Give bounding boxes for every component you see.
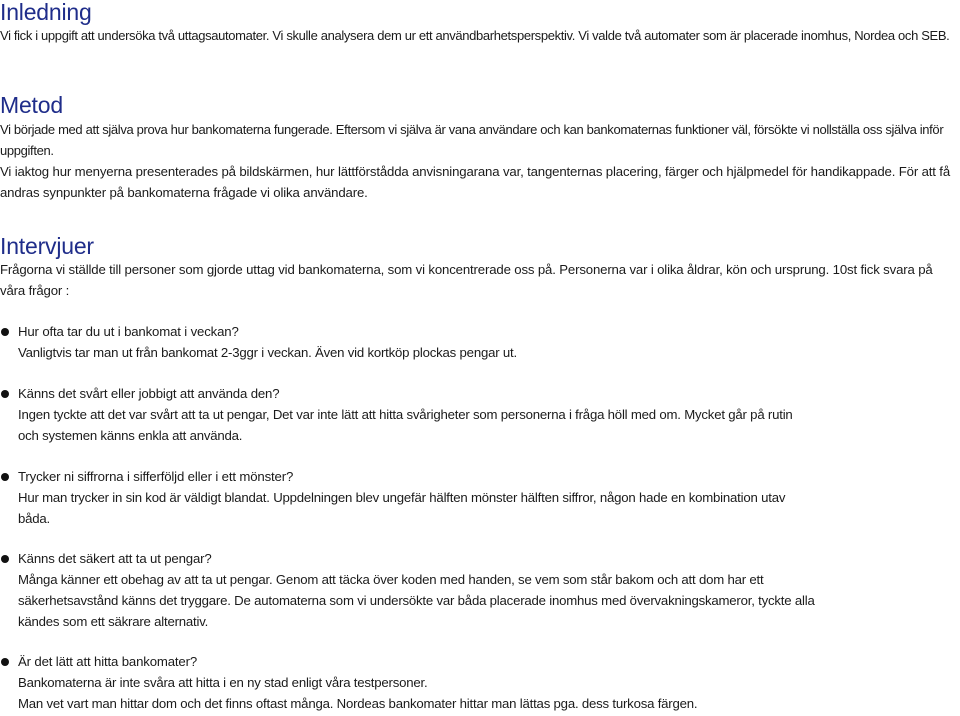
qa-answer (18, 569, 958, 632)
qa-answer-line: båda. (18, 511, 51, 526)
qa-answer-line: säkerhetsavstånd känns det tryggare. De automaterna som vi undersökte var båda placerade inomhus med övervakningskameror, tyckte alla (18, 593, 815, 608)
qa-answer-line: Hur man trycker in sin kod är väldigt blandat. Uppdelningen blev ungefär hälften mönster hälften siffror, någon hade en kombination utav (18, 490, 786, 505)
qa-question: Trycker ni siffrorna i sifferföljd eller i ett mönster? (18, 469, 294, 484)
qa-answer (18, 487, 958, 529)
qa-answer (18, 404, 958, 446)
qa-question: Känns det svårt eller jobbigt att använda den? (18, 386, 280, 401)
inledning-body: Vi fick i uppgift att undersöka två uttagsautomater. Vi skulle analysera dem ur ett användbarhetsperspektiv. Vi valde två automater som är placerade inomhus, Nordea och SEB. (0, 28, 950, 43)
qa-question: Är det lätt att hitta bankomater? (18, 654, 198, 669)
qa-answer-line: Många känner ett obehag av att ta ut pengar. Genom att täcka över koden med handen, se vem som står bakom och att dom har ett (18, 572, 764, 587)
bullet-icon (1, 555, 9, 563)
bullet-icon (1, 390, 9, 398)
bullet-icon (1, 473, 9, 481)
qa-answer-line: kändes som ett säkrare alternativ. (18, 614, 209, 629)
bullet-icon (1, 328, 9, 336)
intervjuer-intro: Frågorna vi ställde till personer som gjorde uttag vid bankomaterna, som vi koncentrerade oss på. Personerna var i olika åldrar, kön och ursprung. 10st fick svara på våra frågor : (0, 262, 933, 298)
heading-intervjuer: Intervjuer (0, 233, 94, 259)
qa-answer (18, 342, 958, 363)
qa-answer-line: och systemen känns enkla att använda. (18, 428, 243, 443)
qa-answer (18, 672, 958, 714)
qa-answer-line: Bankomaterna är inte svåra att hitta i en ny stad enligt våra testpersoner. (18, 675, 428, 690)
heading-metod: Metod (0, 92, 63, 118)
qa-question: Hur ofta tar du ut i bankomat i veckan? (18, 324, 239, 339)
metod-body-1: Vi började med att själva prova hur bankomaterna fungerade. Eftersom vi själva är vana användare och kan bankomaternas funktioner väl, försökte vi nollställa oss själva inför uppgiften. (0, 122, 944, 158)
bullet-icon (1, 658, 9, 666)
heading-inledning: Inledning (0, 0, 92, 25)
qa-question: Känns det säkert att ta ut pengar? (18, 551, 212, 566)
qa-answer-line: Ingen tyckte att det var svårt att ta ut pengar, Det var inte lätt att hitta svårigheter som personerna i fråga höll med om. Mycket går på rutin (18, 407, 793, 422)
metod-body-2: Vi iaktog hur menyerna presenterades på bildskärmen, hur lättförstådda anvisningarana var, tangenternas placering, färger och hjälpmedel för handikappade. För att få andras synpunkter på bankomaterna frågade vi olika användare. (0, 164, 951, 200)
qa-answer-line: Man vet vart man hittar dom och det finns oftast många. Nordeas bankomater hittar man lättas pga. dess turkosa färgen. (18, 696, 698, 711)
qa-answer-line: Vanligtvis tar man ut från bankomat 2-3ggr i veckan. Även vid kortköp plockas pengar ut. (18, 345, 517, 360)
